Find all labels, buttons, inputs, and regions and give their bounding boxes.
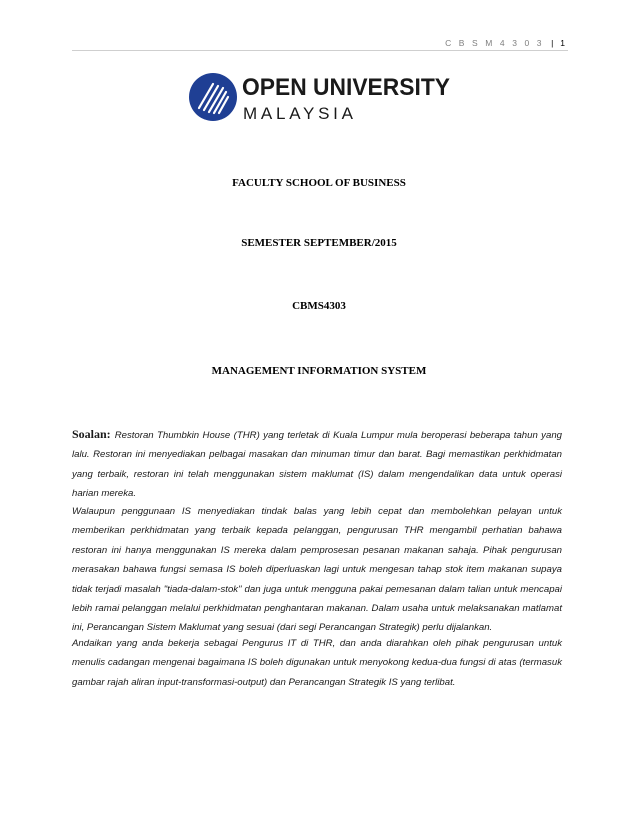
logo-line2: MALAYSIA xyxy=(243,104,353,123)
university-logo xyxy=(187,70,455,124)
course-code-title: CBMS4303 xyxy=(292,300,346,312)
question-text-2: Walaupun penggunaan IS menyediakan tindak balas yang lebih cepat dan membolehkan pelayan untuk memberikan perkhidmatan yang terbaik kepada pelanggan, pengurusan THR mengambil perhatian bahawa restoran ini hanya menggunakan IS mereka dalam pemprosesan pesanan makanan sahaja. Pihak pengurusan merasakan bahawa fungsi semasa IS boleh diperluaskan lagi untuk mengesan tahap stok item makanan supaya tidak terjadi masalah "tiada-dalam-stok" dan juga untuk mengguna pakai pemesanan dalam talian untuk mencapai lebih ramai pelanggan melalui perkhidmatan penghantaran makanan. Dalam usaha untuk melaksanakan matlamat ini, Perancangan Sistem Maklumat yang sesuai (dari segi Perancangan Strategik) perlu dijalankan. xyxy=(72,506,562,634)
header-separator: | xyxy=(551,38,554,48)
question-label: Soalan: xyxy=(72,427,111,441)
logo-line1: OPEN UNIVERSITY xyxy=(242,74,450,101)
faculty-title: FACULTY SCHOOL OF BUSINESS xyxy=(232,177,406,189)
question-text-1: Restoran Thumbkin House (THR) yang terletak di Kuala Lumpur mula beroperasi beberapa tahun yang lalu. Restoran ini menyediakan pelbagai masakan dan minuman timur dan barat. Bagi memastikan perkhidmatan yang terbaik, restoran ini telah menggunakan sistem maklumat (IS) dalam mengendalikan data untuk operasi harian mereka. xyxy=(72,430,562,500)
semester-title: SEMESTER SEPTEMBER/2015 xyxy=(241,237,397,249)
page-number: 1 xyxy=(560,38,565,48)
question-paragraph-3 xyxy=(72,634,562,692)
question-paragraph-2 xyxy=(72,502,562,638)
subject-title: MANAGEMENT INFORMATION SYSTEM xyxy=(211,365,427,377)
page-header xyxy=(445,38,565,48)
header-rule xyxy=(72,50,568,51)
question-paragraph-1 xyxy=(72,425,562,504)
question-text-3: Andaikan yang anda bekerja sebagai Pengurus IT di THR, dan anda diarahkan oleh pihak pengurusan untuk menulis cadangan mengenai bagaimana IS boleh digunakan untuk menyokong kedua-dua fungsi di atas (termasuk gambar rajah aliran input-transformasi-output) dan Perancangan Strategik IS yang terlibat. xyxy=(72,638,562,688)
course-code: C B S M 4 3 0 3 xyxy=(445,38,545,48)
